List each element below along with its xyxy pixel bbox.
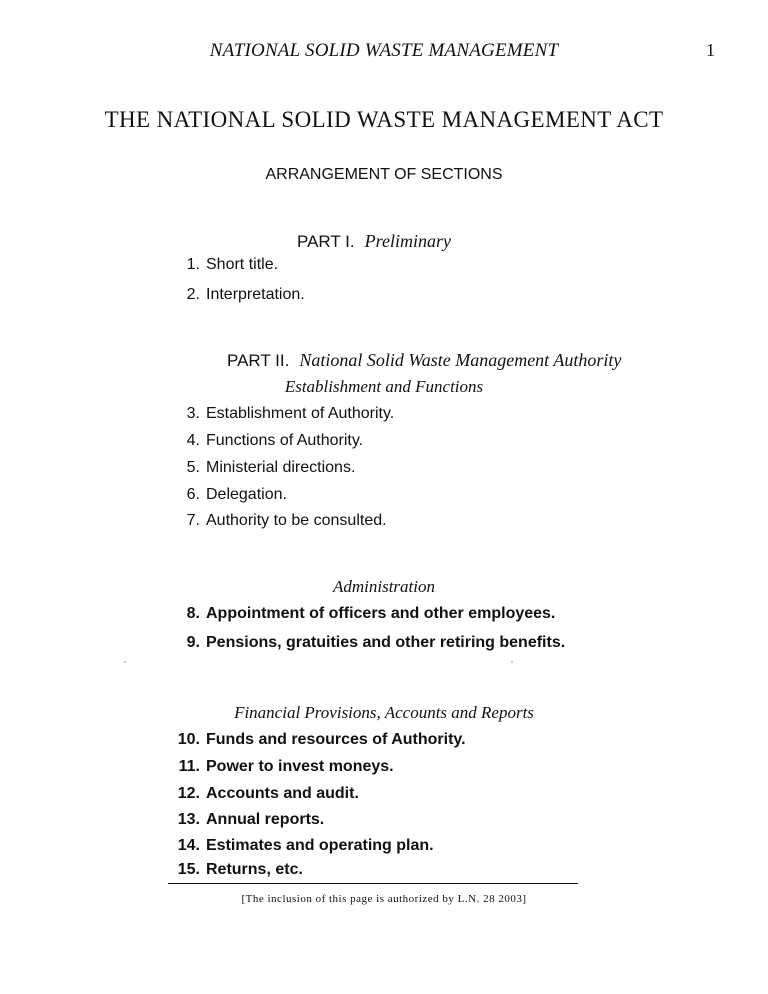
- section-title: Appointment of officers and other employees.: [206, 605, 556, 622]
- section-item-2: [172, 286, 305, 304]
- section-title: Interpretation.: [206, 286, 305, 303]
- section-title: Functions of Authority.: [206, 432, 364, 449]
- section-title: Short title.: [206, 256, 279, 273]
- section-title: Ministerial directions.: [206, 459, 356, 476]
- section-title: Accounts and audit.: [206, 785, 359, 802]
- arrangement-heading: ARRANGEMENT OF SECTIONS: [265, 166, 503, 183]
- section-number: 15.: [177, 861, 200, 878]
- part-label: PART I.: [297, 232, 355, 251]
- section-number: 11.: [178, 758, 200, 775]
- section-item-7: [172, 512, 387, 530]
- section-number: 8.: [186, 605, 200, 622]
- section-item-10: [172, 731, 466, 749]
- section-item-12: [172, 785, 359, 803]
- section-title: Establishment of Authority.: [206, 405, 395, 422]
- act-title: THE NATIONAL SOLID WASTE MANAGEMENT ACT: [104, 107, 664, 132]
- section-number: 14.: [177, 837, 200, 854]
- part-heading-1: [297, 231, 451, 252]
- section-title: Estimates and operating plan.: [206, 837, 434, 854]
- section-item-1: [172, 256, 278, 274]
- section-title: Pensions, gratuities and other retiring benefits.: [206, 634, 566, 651]
- section-item-11: [172, 758, 394, 776]
- section-item-14: [172, 837, 434, 855]
- running-head: NATIONAL SOLID WASTE MANAGEMENT: [209, 40, 559, 61]
- part-title: Preliminary: [364, 231, 451, 251]
- section-item-6: [172, 486, 287, 504]
- section-number: 7.: [186, 512, 200, 529]
- subpart-heading-administration: Administration: [332, 577, 435, 596]
- section-title: Annual reports.: [206, 811, 325, 828]
- section-number: 10.: [177, 731, 200, 748]
- scan-speck: [511, 661, 513, 663]
- section-item-15: [172, 861, 303, 879]
- section-number: 2.: [186, 286, 200, 303]
- footer-note: [The inclusion of this page is authorized by L.N. 28 2003]: [241, 893, 527, 905]
- section-title: Funds and resources of Authority.: [206, 731, 466, 748]
- scan-speck: [124, 661, 126, 663]
- section-number: 6.: [186, 486, 200, 503]
- section-number: 13.: [177, 811, 200, 828]
- section-title: Authority to be consulted.: [206, 512, 387, 529]
- part-title: National Solid Waste Management Authority: [299, 350, 622, 370]
- section-number: 9.: [186, 634, 200, 651]
- section-number: 1.: [186, 256, 200, 273]
- section-item-8: [172, 605, 555, 623]
- section-number: 5.: [186, 459, 200, 476]
- section-item-4: [172, 432, 363, 450]
- section-number: 12.: [177, 785, 200, 802]
- page-number: 1: [706, 40, 715, 60]
- section-title: Power to invest moneys.: [206, 758, 394, 775]
- section-title: Delegation.: [206, 486, 287, 503]
- section-item-13: [172, 811, 324, 829]
- part-label: PART II.: [227, 351, 290, 370]
- part-heading-2: [227, 350, 621, 371]
- section-title: Returns, etc.: [206, 861, 303, 878]
- subpart-heading-establishment: Establishment and Functions: [284, 377, 484, 396]
- section-item-5: [172, 459, 355, 477]
- section-item-3: [172, 405, 394, 423]
- footer-rule: [168, 883, 578, 884]
- section-number: 3.: [186, 405, 200, 422]
- section-number: 4.: [186, 432, 200, 449]
- subpart-heading-financial: Financial Provisions, Accounts and Reports: [234, 703, 534, 722]
- section-item-9: [172, 634, 565, 652]
